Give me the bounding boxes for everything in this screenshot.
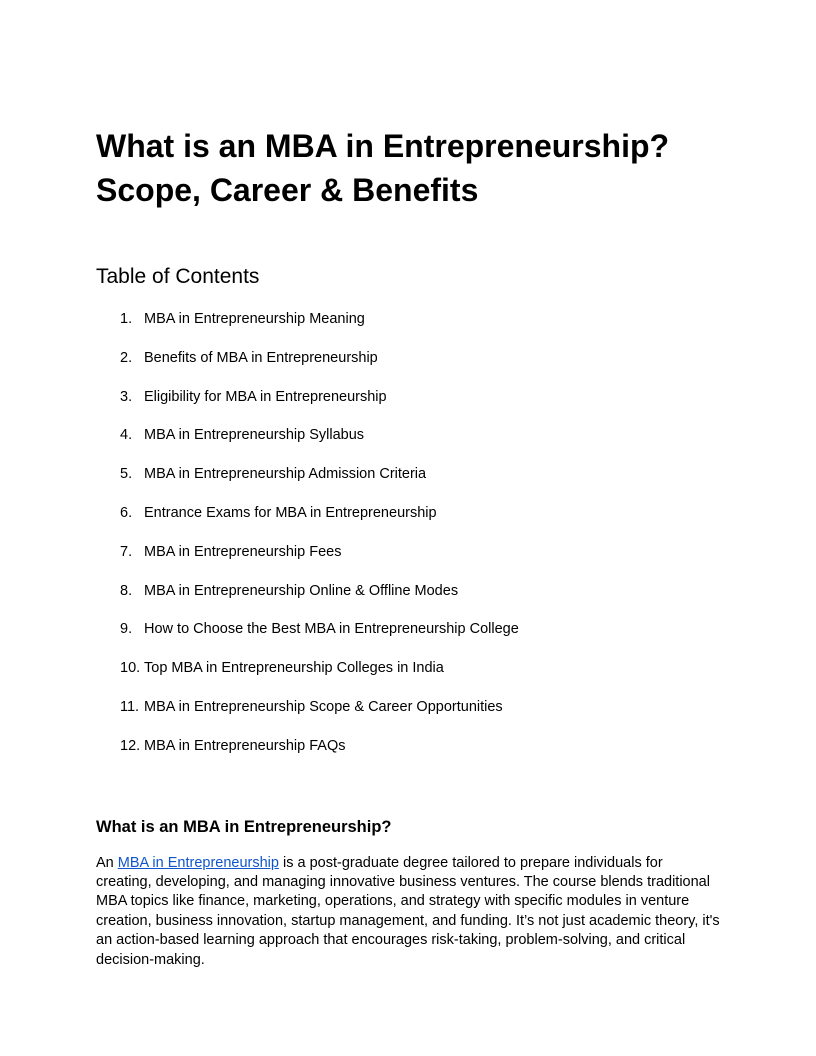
toc-item-2: [96, 349, 720, 388]
section-heading: What is an MBA in Entrepreneurship?: [96, 817, 392, 836]
document-title: [96, 124, 720, 212]
toc-item-number: 9.: [120, 621, 133, 638]
toc-item-label: Benefits of MBA in Entrepreneurship: [144, 349, 378, 366]
toc-item-label: MBA in Entrepreneurship Admission Criteria: [144, 466, 427, 483]
mba-entrepreneurship-link[interactable]: MBA in Entrepreneurship: [117, 854, 279, 871]
toc-item-number: 4.: [120, 427, 133, 444]
toc-item-number: 10.: [120, 660, 141, 677]
paragraph-prefix: An: [96, 854, 118, 871]
toc-item-label: Eligibility for MBA in Entrepreneurship: [144, 388, 387, 405]
toc-item-7: [96, 543, 720, 582]
toc-item-label: Entrance Exams for MBA in Entrepreneurship: [144, 504, 437, 521]
document-title-line-1: What is an MBA in Entrepreneurship?: [96, 128, 670, 164]
toc-item-label: MBA in Entrepreneurship Meaning: [144, 311, 365, 327]
document-title-line-2: Scope, Career & Benefits: [96, 172, 479, 208]
toc-item-number: 8.: [120, 582, 133, 599]
toc-item-8: [96, 582, 720, 621]
toc-item-12: [96, 737, 720, 776]
toc-item-number: 7.: [120, 543, 133, 560]
toc-list: [96, 310, 720, 776]
toc-item-number: 12.: [120, 737, 141, 754]
section-paragraph: [96, 854, 720, 970]
toc-item-4: [96, 426, 720, 465]
paragraph-body: is a post-graduate degree tailored to prepare individuals for creating, developing, and managing innovative business ventures. The course blends traditional MBA topics like finance, marketing, operations, and strategy with specific modules in venture creation, business innovation, startup management, and funding. It’s not just academic theory, it's an action-based learning approach that encourages risk-taking, problem-solving, and critical decision-making.: [96, 854, 720, 968]
document-page: [96, 124, 720, 970]
toc-item-number: 6.: [120, 504, 133, 521]
toc-item-number: 11.: [120, 698, 140, 715]
toc-item-label: Top MBA in Entrepreneurship Colleges in India: [144, 660, 444, 677]
toc-item-11: [96, 698, 720, 737]
toc-item-label: MBA in Entrepreneurship FAQs: [144, 737, 346, 754]
toc-heading: Table of Contents: [96, 265, 260, 288]
toc-item-1: [96, 310, 720, 349]
toc-item-label: MBA in Entrepreneurship Syllabus: [144, 427, 365, 444]
toc-item-label: How to Choose the Best MBA in Entrepreneurship College: [144, 621, 519, 638]
toc-item-label: MBA in Entrepreneurship Scope & Career Opportunities: [144, 698, 503, 715]
toc-item-number: 5.: [120, 466, 133, 483]
toc-item-9: [96, 620, 720, 659]
toc-item-number: 3.: [120, 388, 133, 405]
toc-item-3: [96, 388, 720, 427]
toc-item-number: 1.: [120, 311, 133, 327]
toc-item-label: MBA in Entrepreneurship Fees: [144, 543, 342, 560]
toc-item-label: MBA in Entrepreneurship Online & Offline Modes: [144, 582, 459, 599]
toc-item-5: [96, 465, 720, 504]
toc-item-number: 2.: [120, 349, 133, 366]
toc-item-10: [96, 659, 720, 698]
toc-item-6: [96, 504, 720, 543]
